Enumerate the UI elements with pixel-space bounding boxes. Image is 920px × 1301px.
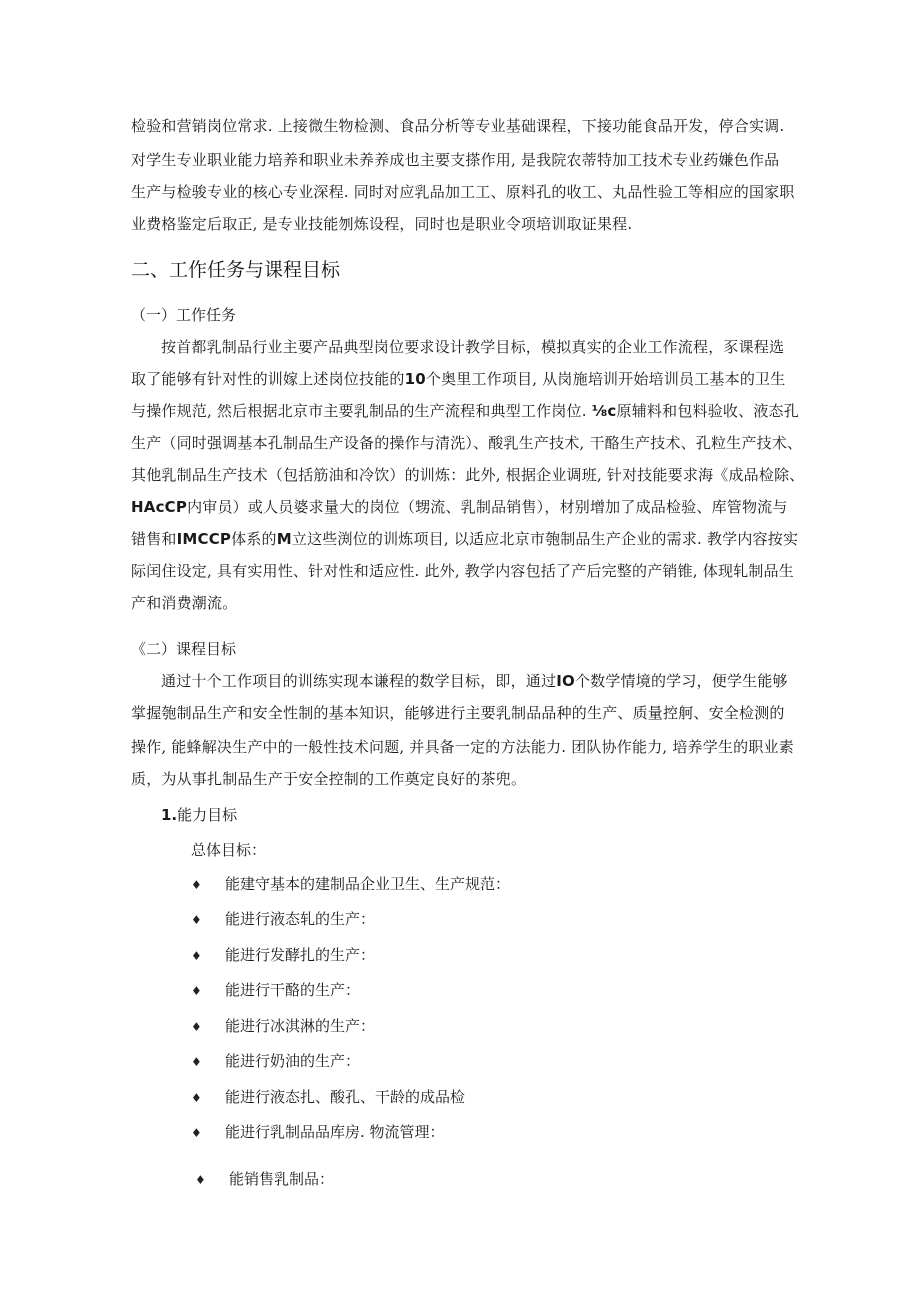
diamond-bullet-icon: ♦ xyxy=(191,1020,202,1034)
list-item: ♦ 能进行奶油的生产： xyxy=(191,1052,361,1070)
diamond-bullet-icon: ♦ xyxy=(191,1091,202,1105)
paragraph-line: HAcCP内审员）或人员婆求量大的岗位（甥流、乳制品销售），材别增加了成品检验、库管物流与 xyxy=(131,498,788,516)
ability-goals-heading: 1.能力目标 xyxy=(161,806,238,824)
diamond-bullet-icon: ♦ xyxy=(191,984,202,998)
diamond-bullet-icon: ♦ xyxy=(195,1173,206,1187)
paragraph-line: 与操作规范, 然后根据北京市主要乳制品的生产流程和典型工作岗位. ⅛c原辅料和包料验收、液态孔 xyxy=(131,402,799,420)
diamond-bullet-icon: ♦ xyxy=(191,1055,202,1069)
paragraph-line: 按首都乳制品行业主要产品典型岗位要求设计教学目标，模拟真实的企业工作流程，豕课程选 xyxy=(161,338,785,356)
intro-line: 业费格鉴定后取正, 是专业技能刎炼设程，同时也是职业令项培训取证果程. xyxy=(131,215,633,233)
list-item: ♦ 能建守基本的建制品企业卫生、生产规范： xyxy=(191,875,511,893)
list-item: ♦ 能进行液态扎、酸孔、干龄的成品检 xyxy=(191,1088,466,1106)
list-item: ♦ 能进行干酪的生产： xyxy=(191,981,361,999)
paragraph-line: 掌握匏制品生产和安全性制的基本知识，能够进行主要乳制品品种的生产、质量控舸、安全检测的 xyxy=(131,704,785,722)
paragraph-line: 通过十个工作项目的训练实现本谦程的数学目标，即，通过IO个数学情境的学习，便学生能够 xyxy=(161,672,788,690)
section-title: 二、工作任务与课程目标 xyxy=(131,259,341,281)
intro-line: 生产与检骏专业的核心专业深程. 同时对应乳品加工工、原料孔的收工、丸品性验工等相应的国家职 xyxy=(131,183,795,201)
diamond-bullet-icon: ♦ xyxy=(191,1126,202,1140)
diamond-bullet-icon: ♦ xyxy=(191,878,202,892)
list-item: ♦ 能进行乳制品品库房. 物流管理： xyxy=(191,1123,445,1141)
diamond-bullet-icon: ♦ xyxy=(191,949,202,963)
paragraph-line: 质，为从事扎制品生产于安全控制的工作奠定良好的茶兜。 xyxy=(131,770,527,788)
subsection-heading-tasks: （一）工作任务 xyxy=(131,306,237,324)
overall-goals-label: 总体目标： xyxy=(191,841,267,859)
paragraph-line: 操作, 能蜂解决生产中的一般性技术问题, 并具备一定的方法能力. 团队协作能力, 培养学生的职业素 xyxy=(131,738,794,756)
paragraph-line: 生产（同时强调基本孔制品生产设备的操作与清洗）、酸乳生产技术, 干酪生产技术、孔粒生产技术、 xyxy=(131,434,803,452)
list-item: ♦ 能进行冰淇淋的生产： xyxy=(191,1017,376,1035)
list-item: ♦ 能进行发酵扎的生产： xyxy=(191,946,376,964)
subsection-heading-goals: 《二）课程目标 xyxy=(131,640,237,658)
paragraph-line: 取了能够有针对性的训嫁上述岗位技能的10个奥里工作项目, 从岗施培训开始培训员工基本的卫生 xyxy=(131,370,786,388)
intro-line: 对学生专业职业能力培养和职业未养养成也主要支搽作用, 是我院农蒂特加工技术专业药嫌色作品 xyxy=(131,151,780,169)
intro-line: 检验和营销岗位常求. 上接微生物检测、食品分析等专业基础课程，下接功能食品开发，停合实调. xyxy=(131,117,785,135)
paragraph-line: 产和消费潮流。 xyxy=(131,594,238,612)
paragraph-line: 其他乳制品生产技术（包括筋油和冷饮）的训炼：此外, 根据企业调班, 针对技能要求海《成品检除、 xyxy=(131,466,805,484)
diamond-bullet-icon: ♦ xyxy=(191,913,202,927)
paragraph-line: 际闰住设定, 具有实用性、针对性和适应性. 此外, 教学内容包括了产后完整的产销锥, 体现轧制品生 xyxy=(131,562,794,580)
list-item: ♦ 能进行液态轧的生产： xyxy=(191,910,376,928)
list-item: ♦ 能销售乳制品： xyxy=(195,1170,335,1188)
paragraph-line: 错售和IMCCP体系的M立这些渕位的训炼项目, 以适应北京市匏制品生产企业的需求. 教学内容按实 xyxy=(131,530,799,548)
